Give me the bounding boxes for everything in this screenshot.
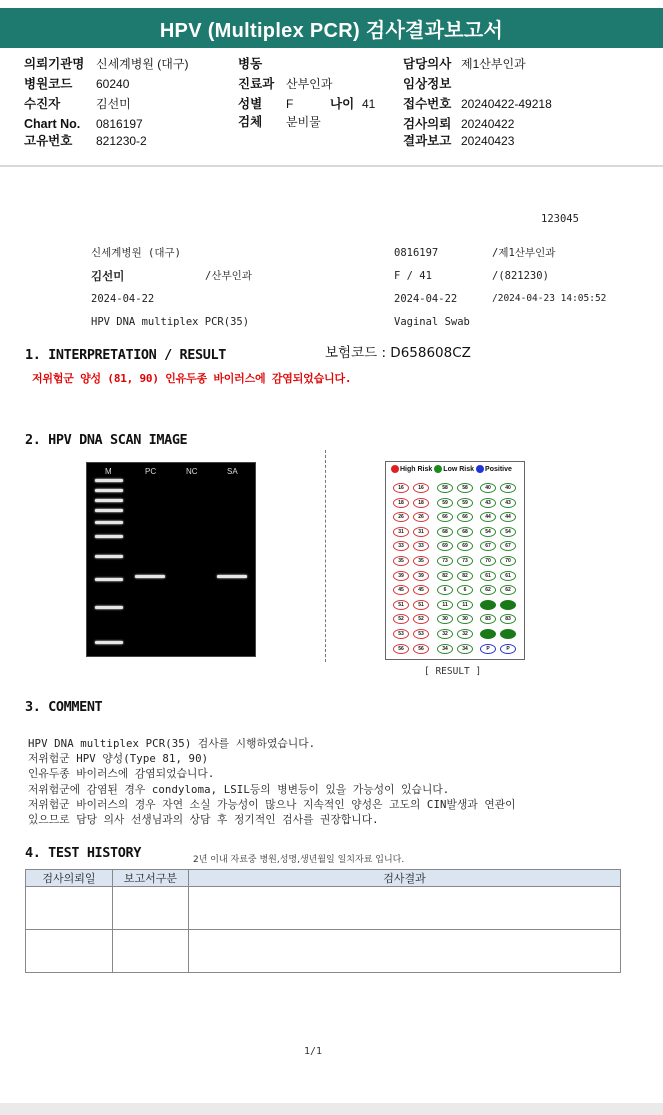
hpv-type-cell: 82 xyxy=(457,571,473,581)
hpv-type-cell: 30 xyxy=(457,614,473,624)
hpv-type-cell: 68 xyxy=(457,527,473,537)
lane-label: NC xyxy=(186,467,198,476)
section-comment: 3. COMMENT xyxy=(25,699,103,715)
marker-band xyxy=(95,509,123,512)
low-risk-dot-icon xyxy=(434,465,442,473)
section-scan-image: 2. HPV DNA SCAN IMAGE xyxy=(25,432,188,448)
comment-line: 저위험군 HPV 양성(Type 81, 90) xyxy=(28,752,209,766)
comment-line: 저위험군 바이러스의 경우 자연 소실 가능성이 많으나 지속적인 양성은 고도의 CIN발생과 연관이 xyxy=(28,797,516,811)
slip-date-receive: 2024-04-22 xyxy=(394,293,458,305)
hpv-type-cell: 32 xyxy=(457,629,473,639)
hpv-type-cell: 68 xyxy=(437,527,453,537)
header-field: 결과보고 20240423 xyxy=(403,134,515,148)
hpv-type-cell: P xyxy=(500,644,516,654)
marker-band xyxy=(95,535,123,538)
history-header: 검사결과 xyxy=(189,870,621,887)
scan-caption: [ RESULT ] xyxy=(424,666,482,677)
slip-specimen: Vaginal Swab xyxy=(394,316,470,328)
page-number: 1/1 xyxy=(304,1046,323,1057)
hpv-type-cell: 45 xyxy=(393,585,409,595)
hpv-type-cell: 66 xyxy=(457,512,473,522)
hpv-type-cell: 39 xyxy=(413,571,429,581)
hpv-type-cell: 18 xyxy=(413,498,429,508)
result-text: 저위험군 양성 (81, 90) 인유두종 바이러스에 감염되었습니다. xyxy=(32,372,352,385)
comment-block xyxy=(28,736,516,827)
header-field: 병원코드 60240 xyxy=(24,77,130,91)
hpv-type-cell: 73 xyxy=(457,556,473,566)
hpv-type-cell: 44 xyxy=(500,512,516,522)
hpv-type-cell: 34 xyxy=(437,644,453,654)
hpv-type-cell: 32 xyxy=(437,629,453,639)
header-field: 병동 xyxy=(238,57,263,71)
history-header: 보고서구분 xyxy=(113,870,189,887)
header-field: 임상정보 xyxy=(403,77,452,91)
hpv-type-cell: 31 xyxy=(413,527,429,537)
insurance-code: 보험코드 : D658608CZ xyxy=(325,345,471,361)
hpv-type-cell: 58 xyxy=(437,483,453,493)
header-field: 고유번호 821230-2 xyxy=(24,134,147,148)
hpv-type-cell: 66 xyxy=(437,512,453,522)
header-field: 담당의사 제1산부인과 xyxy=(403,57,526,71)
positive-dot-icon xyxy=(476,465,484,473)
hpv-type-cell: 11 xyxy=(437,600,453,610)
hpv-type-cell: 35 xyxy=(393,556,409,566)
hpv-type-cell: 69 xyxy=(437,541,453,551)
slip-id: /(821230) xyxy=(492,270,549,282)
marker-band xyxy=(95,606,123,609)
hpv-type-cell: 59 xyxy=(437,498,453,508)
hpv-type-cell: 83 xyxy=(480,614,496,624)
marker-band xyxy=(95,641,123,644)
hpv-type-cell: 26 xyxy=(393,512,409,522)
hpv-type-cell: 61 xyxy=(500,571,516,581)
hpv-type-cell: 59 xyxy=(457,498,473,508)
hpv-type-cell: 51 xyxy=(393,600,409,610)
hpv-type-cell: 90 xyxy=(480,629,496,639)
comment-line: HPV DNA multiplex PCR(35) 검사를 시행하였습니다. xyxy=(28,737,316,750)
hpv-type-cell: 44 xyxy=(480,512,496,522)
header-field: 의뢰기관명 신세계병원 (대구) xyxy=(24,57,189,71)
hpv-type-cell: 54 xyxy=(500,527,516,537)
footer-bar xyxy=(0,1103,663,1115)
hpv-type-cell: 35 xyxy=(413,556,429,566)
hpv-type-cell: 33 xyxy=(393,541,409,551)
hpv-type-cell: 43 xyxy=(500,498,516,508)
hpv-type-cell: 56 xyxy=(393,644,409,654)
high-risk-dot-icon xyxy=(391,465,399,473)
marker-band xyxy=(95,489,123,492)
header-divider xyxy=(0,165,663,167)
marker-band xyxy=(95,578,123,581)
hpv-type-cell: 81 xyxy=(500,600,516,610)
slip-name: 김선미 xyxy=(91,269,125,283)
header-field: 접수번호 20240422-49218 xyxy=(403,97,552,111)
history-table xyxy=(25,869,621,973)
comment-line: 인유두종 바이러스에 감염되었습니다. xyxy=(28,767,215,781)
hpv-type-cell: 83 xyxy=(500,614,516,624)
hpv-type-cell: 31 xyxy=(393,527,409,537)
hpv-type-cell: 52 xyxy=(413,614,429,624)
slip-datetime: /2024-04-23 14:05:52 xyxy=(492,293,607,304)
slip-date-request: 2024-04-22 xyxy=(91,293,155,305)
hpv-type-cell: 34 xyxy=(457,644,473,654)
marker-band xyxy=(95,499,123,502)
marker-band xyxy=(95,479,123,482)
hpv-type-cell: 70 xyxy=(500,556,516,566)
hpv-type-cell: 40 xyxy=(500,483,516,493)
marker-band xyxy=(95,521,123,524)
hpv-type-cell: 45 xyxy=(413,585,429,595)
hpv-type-cell: 56 xyxy=(413,644,429,654)
hpv-type-cell: 43 xyxy=(480,498,496,508)
scan-divider xyxy=(325,450,326,662)
pc-band xyxy=(135,575,165,578)
slip-test: HPV DNA multiplex PCR(35) xyxy=(91,316,250,328)
slip-dept: /산부인과 xyxy=(205,270,252,282)
hpv-type-panel xyxy=(385,461,525,660)
hpv-type-cell: 52 xyxy=(393,614,409,624)
hpv-type-cell: 61 xyxy=(480,571,496,581)
lane-label: SA xyxy=(227,467,238,476)
hpv-type-cell: 6 xyxy=(457,585,473,595)
marker-band xyxy=(95,555,123,558)
hpv-type-cell: 11 xyxy=(457,600,473,610)
lane-label: PC xyxy=(145,467,157,476)
slip-sex-age: F / 41 xyxy=(394,270,432,282)
hpv-type-cell: 82 xyxy=(437,571,453,581)
hpv-type-cell: 54 xyxy=(480,527,496,537)
header-field: 성별 F xyxy=(238,97,294,111)
hpv-type-cell: 16 xyxy=(413,483,429,493)
hpv-type-cell: 73 xyxy=(437,556,453,566)
comment-line: 저위험군에 감염된 경우 condyloma, LSIL등의 병변등이 있을 가능성이 있습니다. xyxy=(28,782,450,796)
header-field-age: 나이 41 xyxy=(330,97,376,111)
comment-line: 있으므로 담당 의사 선생님과의 상담 후 정기적인 검사를 권장합니다. xyxy=(28,813,379,827)
hpv-type-cell: 90 xyxy=(500,629,516,639)
hpv-type-cell: 58 xyxy=(457,483,473,493)
hpv-type-cell: 67 xyxy=(500,541,516,551)
hpv-type-cell: 39 xyxy=(393,571,409,581)
hpv-type-cell: 30 xyxy=(437,614,453,624)
hpv-type-cell: 70 xyxy=(480,556,496,566)
header-field: 검사의뢰 20240422 xyxy=(403,117,515,131)
slip-hospital: 신세계병원 (대구) xyxy=(91,247,181,259)
hpv-type-cell: 53 xyxy=(393,629,409,639)
panel-legend: High Risk Low Risk Positive xyxy=(389,465,512,473)
history-note: 2년 이내 자료중 병원,성명,생년월일 일치자료 입니다. xyxy=(193,855,405,865)
header-field: Chart No. 0816197 xyxy=(24,117,143,131)
history-header: 검사의뢰일 xyxy=(26,870,113,887)
hpv-type-cell: 51 xyxy=(413,600,429,610)
lane-label: M xyxy=(105,467,112,476)
hpv-type-cell: 40 xyxy=(480,483,496,493)
sa-band xyxy=(217,575,247,578)
hpv-type-cell: P xyxy=(480,644,496,654)
hpv-type-cell: 33 xyxy=(413,541,429,551)
hpv-type-cell: 26 xyxy=(413,512,429,522)
slip-code: 123045 xyxy=(541,213,579,225)
table-row xyxy=(26,887,621,930)
report-title: HPV (Multiplex PCR) 검사결과보고서 xyxy=(0,8,663,48)
gel-electrophoresis-image xyxy=(86,462,256,657)
header-field: 검체 분비물 xyxy=(238,115,321,129)
hpv-type-cell: 18 xyxy=(393,498,409,508)
hpv-type-cell: 53 xyxy=(413,629,429,639)
table-row xyxy=(26,930,621,973)
hpv-type-cell: 81 xyxy=(480,600,496,610)
header-field: 수진자 김선미 xyxy=(24,97,131,111)
hpv-type-cell: 69 xyxy=(457,541,473,551)
slip-doctor: /제1산부인과 xyxy=(492,247,556,259)
section-test-history: 4. TEST HISTORY xyxy=(25,845,141,861)
hpv-type-cell: 16 xyxy=(393,483,409,493)
header-field: 진료과 산부인과 xyxy=(238,77,333,91)
hpv-type-cell: 62 xyxy=(480,585,496,595)
slip-chart: 0816197 xyxy=(394,247,439,259)
section-interpretation: 1. INTERPRETATION / RESULT xyxy=(25,347,226,363)
hpv-type-cell: 67 xyxy=(480,541,496,551)
hpv-type-cell: 62 xyxy=(500,585,516,595)
hpv-type-cell: 6 xyxy=(437,585,453,595)
